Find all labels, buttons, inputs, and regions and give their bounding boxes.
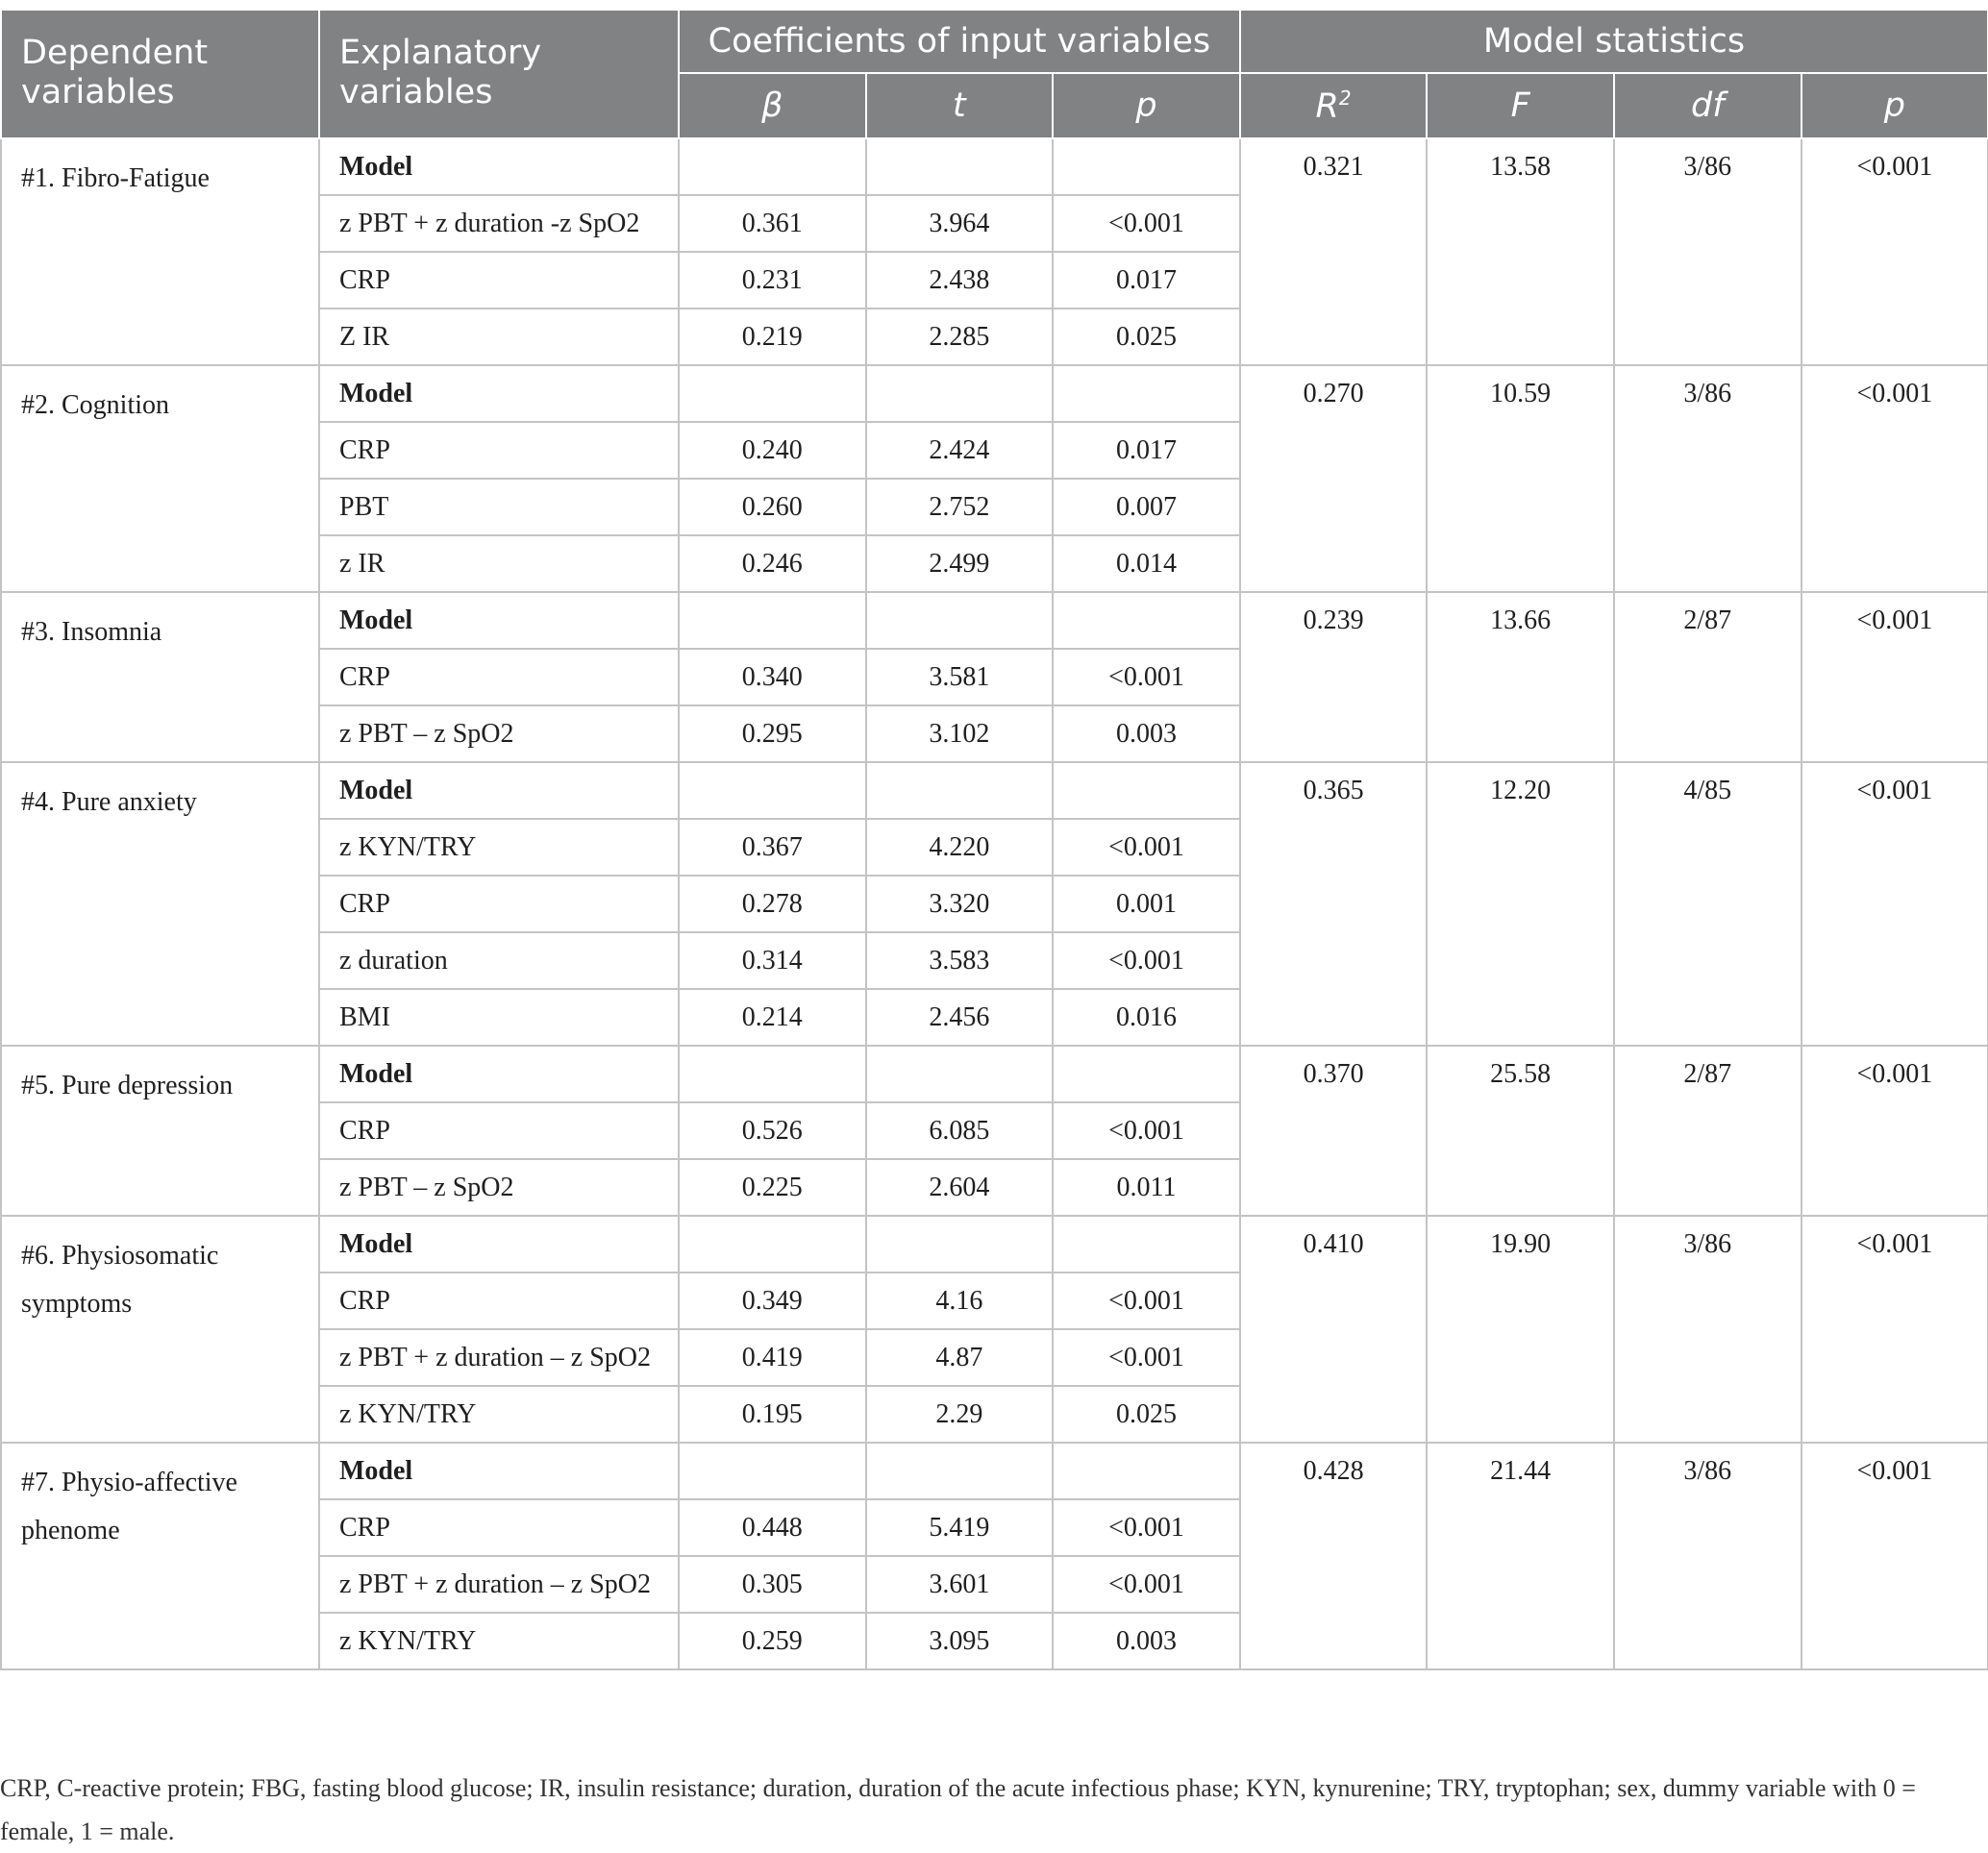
- df-cell: 3/86: [1614, 1443, 1802, 1669]
- regression-table: [0, 9, 1988, 1670]
- table-row-model: [1, 365, 1988, 422]
- beta-cell: 0.219: [679, 309, 866, 365]
- beta-cell: 0.419: [679, 1329, 866, 1386]
- explanatory-variable-cell: Model: [319, 1046, 679, 1102]
- explanatory-variable-cell: CRP: [319, 649, 679, 705]
- f-cell: 13.58: [1427, 138, 1614, 365]
- explanatory-variable-cell: z PBT + z duration -z SpO2: [319, 195, 679, 252]
- header-beta: β: [679, 73, 866, 138]
- df-cell: 3/86: [1614, 138, 1802, 365]
- explanatory-variable-cell: BMI: [319, 989, 679, 1046]
- p-cell: 0.003: [1053, 1613, 1240, 1669]
- t-cell: 3.964: [866, 195, 1054, 252]
- beta-cell: [679, 365, 866, 422]
- p-cell: <0.001: [1053, 819, 1240, 876]
- p-cell: 0.017: [1053, 252, 1240, 309]
- p-cell: [1053, 138, 1240, 195]
- beta-cell: 0.295: [679, 705, 866, 762]
- r-squared-cell: 0.270: [1240, 365, 1428, 592]
- p-cell: 0.017: [1053, 422, 1240, 479]
- beta-cell: 0.349: [679, 1272, 866, 1329]
- explanatory-variable-cell: z duration: [319, 932, 679, 989]
- explanatory-variable-cell: Model: [319, 138, 679, 195]
- t-cell: [866, 365, 1054, 422]
- beta-cell: [679, 1443, 866, 1499]
- t-cell: 2.604: [866, 1159, 1054, 1216]
- table-body: [1, 138, 1988, 1669]
- t-cell: 3.581: [866, 649, 1054, 705]
- header-p-coefficients: p: [1053, 73, 1240, 138]
- dependent-variable-cell: #2. Cognition: [1, 365, 319, 592]
- p-cell: 0.025: [1053, 309, 1240, 365]
- p-cell: [1053, 762, 1240, 819]
- beta-cell: 0.278: [679, 876, 866, 932]
- p-cell: 0.016: [1053, 989, 1240, 1046]
- beta-cell: 0.367: [679, 819, 866, 876]
- beta-cell: 0.195: [679, 1386, 866, 1443]
- r-squared-cell: 0.428: [1240, 1443, 1428, 1669]
- p-cell: <0.001: [1053, 1329, 1240, 1386]
- t-cell: 4.87: [866, 1329, 1054, 1386]
- table-row-model: [1, 1046, 1988, 1102]
- beta-cell: [679, 1046, 866, 1102]
- header-f: F: [1427, 73, 1614, 138]
- dependent-variable-cell: #5. Pure depression: [1, 1046, 319, 1216]
- p-cell: 0.011: [1053, 1159, 1240, 1216]
- table-row-model: [1, 1216, 1988, 1272]
- explanatory-variable-cell: CRP: [319, 252, 679, 309]
- dependent-variable-cell: #4. Pure anxiety: [1, 762, 319, 1046]
- model-p-cell: <0.001: [1802, 1443, 1988, 1669]
- r-squared-cell: 0.365: [1240, 762, 1428, 1046]
- t-cell: 6.085: [866, 1102, 1054, 1159]
- explanatory-variable-cell: z PBT + z duration – z SpO2: [319, 1556, 679, 1613]
- table-row-model: [1, 762, 1988, 819]
- t-cell: [866, 1443, 1054, 1499]
- f-cell: 13.66: [1427, 592, 1614, 762]
- p-cell: 0.001: [1053, 876, 1240, 932]
- p-cell: <0.001: [1053, 1499, 1240, 1556]
- beta-cell: 0.246: [679, 535, 866, 592]
- p-cell: <0.001: [1053, 195, 1240, 252]
- header-t: t: [866, 73, 1054, 138]
- explanatory-variable-cell: z IR: [319, 535, 679, 592]
- r-squared-cell: 0.321: [1240, 138, 1428, 365]
- header-df: df: [1614, 73, 1802, 138]
- beta-cell: [679, 762, 866, 819]
- explanatory-variable-cell: CRP: [319, 876, 679, 932]
- explanatory-variable-cell: z KYN/TRY: [319, 1613, 679, 1669]
- p-cell: [1053, 1216, 1240, 1272]
- explanatory-variable-cell: CRP: [319, 1272, 679, 1329]
- explanatory-variable-cell: z KYN/TRY: [319, 1386, 679, 1443]
- model-p-cell: <0.001: [1802, 138, 1988, 365]
- t-cell: 2.456: [866, 989, 1054, 1046]
- r-squared-cell: 0.410: [1240, 1216, 1428, 1443]
- r-squared-cell: 0.239: [1240, 592, 1428, 762]
- t-cell: 3.102: [866, 705, 1054, 762]
- p-cell: 0.007: [1053, 479, 1240, 535]
- beta-cell: 0.361: [679, 195, 866, 252]
- df-cell: 4/85: [1614, 762, 1802, 1046]
- model-p-cell: <0.001: [1802, 365, 1988, 592]
- table-header: [1, 10, 1988, 138]
- regression-table-container: [0, 9, 1987, 1670]
- beta-cell: 0.225: [679, 1159, 866, 1216]
- p-cell: <0.001: [1053, 649, 1240, 705]
- beta-cell: 0.448: [679, 1499, 866, 1556]
- t-cell: [866, 138, 1054, 195]
- p-cell: 0.025: [1053, 1386, 1240, 1443]
- header-r-squared: [1240, 73, 1428, 138]
- explanatory-variable-cell: Model: [319, 762, 679, 819]
- beta-cell: [679, 1216, 866, 1272]
- t-cell: 2.499: [866, 535, 1054, 592]
- beta-cell: 0.314: [679, 932, 866, 989]
- t-cell: 2.29: [866, 1386, 1054, 1443]
- t-cell: 3.601: [866, 1556, 1054, 1613]
- model-p-cell: <0.001: [1802, 592, 1988, 762]
- p-cell: [1053, 1046, 1240, 1102]
- model-p-cell: <0.001: [1802, 1046, 1988, 1216]
- beta-cell: 0.214: [679, 989, 866, 1046]
- header-p-model: p: [1802, 73, 1988, 138]
- table-row-model: [1, 138, 1988, 195]
- explanatory-variable-cell: Model: [319, 1443, 679, 1499]
- p-cell: <0.001: [1053, 1272, 1240, 1329]
- dependent-variable-cell: #3. Insomnia: [1, 592, 319, 762]
- t-cell: [866, 1216, 1054, 1272]
- f-cell: 12.20: [1427, 762, 1614, 1046]
- t-cell: 3.583: [866, 932, 1054, 989]
- t-cell: 4.220: [866, 819, 1054, 876]
- p-cell: [1053, 1443, 1240, 1499]
- t-cell: 3.320: [866, 876, 1054, 932]
- p-cell: <0.001: [1053, 1556, 1240, 1613]
- t-cell: 2.285: [866, 309, 1054, 365]
- t-cell: 4.16: [866, 1272, 1054, 1329]
- df-cell: 3/86: [1614, 365, 1802, 592]
- model-p-cell: <0.001: [1802, 762, 1988, 1046]
- header-coefficients-group: Coefficients of input variables: [679, 10, 1240, 73]
- explanatory-variable-cell: Z IR: [319, 309, 679, 365]
- header-explanatory-variables: Explanatory variables: [319, 10, 679, 138]
- t-cell: [866, 762, 1054, 819]
- header-model-statistics-group: Model statistics: [1240, 10, 1988, 73]
- explanatory-variable-cell: CRP: [319, 1499, 679, 1556]
- explanatory-variable-cell: z PBT – z SpO2: [319, 1159, 679, 1216]
- header-r-squared-superscript: 2: [1338, 86, 1352, 110]
- beta-cell: [679, 592, 866, 649]
- df-cell: 3/86: [1614, 1216, 1802, 1443]
- header-dependent-variables: Dependent variables: [1, 10, 319, 138]
- f-cell: 10.59: [1427, 365, 1614, 592]
- beta-cell: 0.305: [679, 1556, 866, 1613]
- explanatory-variable-cell: PBT: [319, 479, 679, 535]
- beta-cell: 0.231: [679, 252, 866, 309]
- t-cell: 2.424: [866, 422, 1054, 479]
- beta-cell: 0.260: [679, 479, 866, 535]
- t-cell: 5.419: [866, 1499, 1054, 1556]
- f-cell: 25.58: [1427, 1046, 1614, 1216]
- df-cell: 2/87: [1614, 592, 1802, 762]
- explanatory-variable-cell: Model: [319, 365, 679, 422]
- table-row-model: [1, 1443, 1988, 1499]
- p-cell: <0.001: [1053, 932, 1240, 989]
- p-cell: 0.014: [1053, 535, 1240, 592]
- beta-cell: 0.340: [679, 649, 866, 705]
- dependent-variable-cell: #6. Physiosomatic symptoms: [1, 1216, 319, 1443]
- dependent-variable-cell: #7. Physio-affective phenome: [1, 1443, 319, 1669]
- p-cell: [1053, 365, 1240, 422]
- p-cell: <0.001: [1053, 1102, 1240, 1159]
- explanatory-variable-cell: CRP: [319, 422, 679, 479]
- r-squared-cell: 0.370: [1240, 1046, 1428, 1216]
- df-cell: 2/87: [1614, 1046, 1802, 1216]
- t-cell: 2.438: [866, 252, 1054, 309]
- f-cell: 19.90: [1427, 1216, 1614, 1443]
- t-cell: 3.095: [866, 1613, 1054, 1669]
- explanatory-variable-cell: CRP: [319, 1102, 679, 1159]
- explanatory-variable-cell: Model: [319, 592, 679, 649]
- t-cell: [866, 1046, 1054, 1102]
- explanatory-variable-cell: z KYN/TRY: [319, 819, 679, 876]
- beta-cell: 0.240: [679, 422, 866, 479]
- beta-cell: [679, 138, 866, 195]
- model-p-cell: <0.001: [1802, 1216, 1988, 1443]
- t-cell: 2.752: [866, 479, 1054, 535]
- explanatory-variable-cell: z PBT – z SpO2: [319, 705, 679, 762]
- beta-cell: 0.526: [679, 1102, 866, 1159]
- beta-cell: 0.259: [679, 1613, 866, 1669]
- dependent-variable-cell: #1. Fibro-Fatigue: [1, 138, 319, 365]
- t-cell: [866, 592, 1054, 649]
- table-row-model: [1, 592, 1988, 649]
- p-cell: 0.003: [1053, 705, 1240, 762]
- p-cell: [1053, 592, 1240, 649]
- header-r-squared-base: R: [1315, 86, 1339, 126]
- explanatory-variable-cell: z PBT + z duration – z SpO2: [319, 1329, 679, 1386]
- table-footnote: CRP, C-reactive protein; FBG, fasting blood glucose; IR, insulin resistance; duration, duration of the acute infectious phase; KYN, kynurenine; TRY, tryptophan; sex, dummy variable with 0 = female, 1 = male.: [0, 1774, 1916, 1845]
- explanatory-variable-cell: Model: [319, 1216, 679, 1272]
- f-cell: 21.44: [1427, 1443, 1614, 1669]
